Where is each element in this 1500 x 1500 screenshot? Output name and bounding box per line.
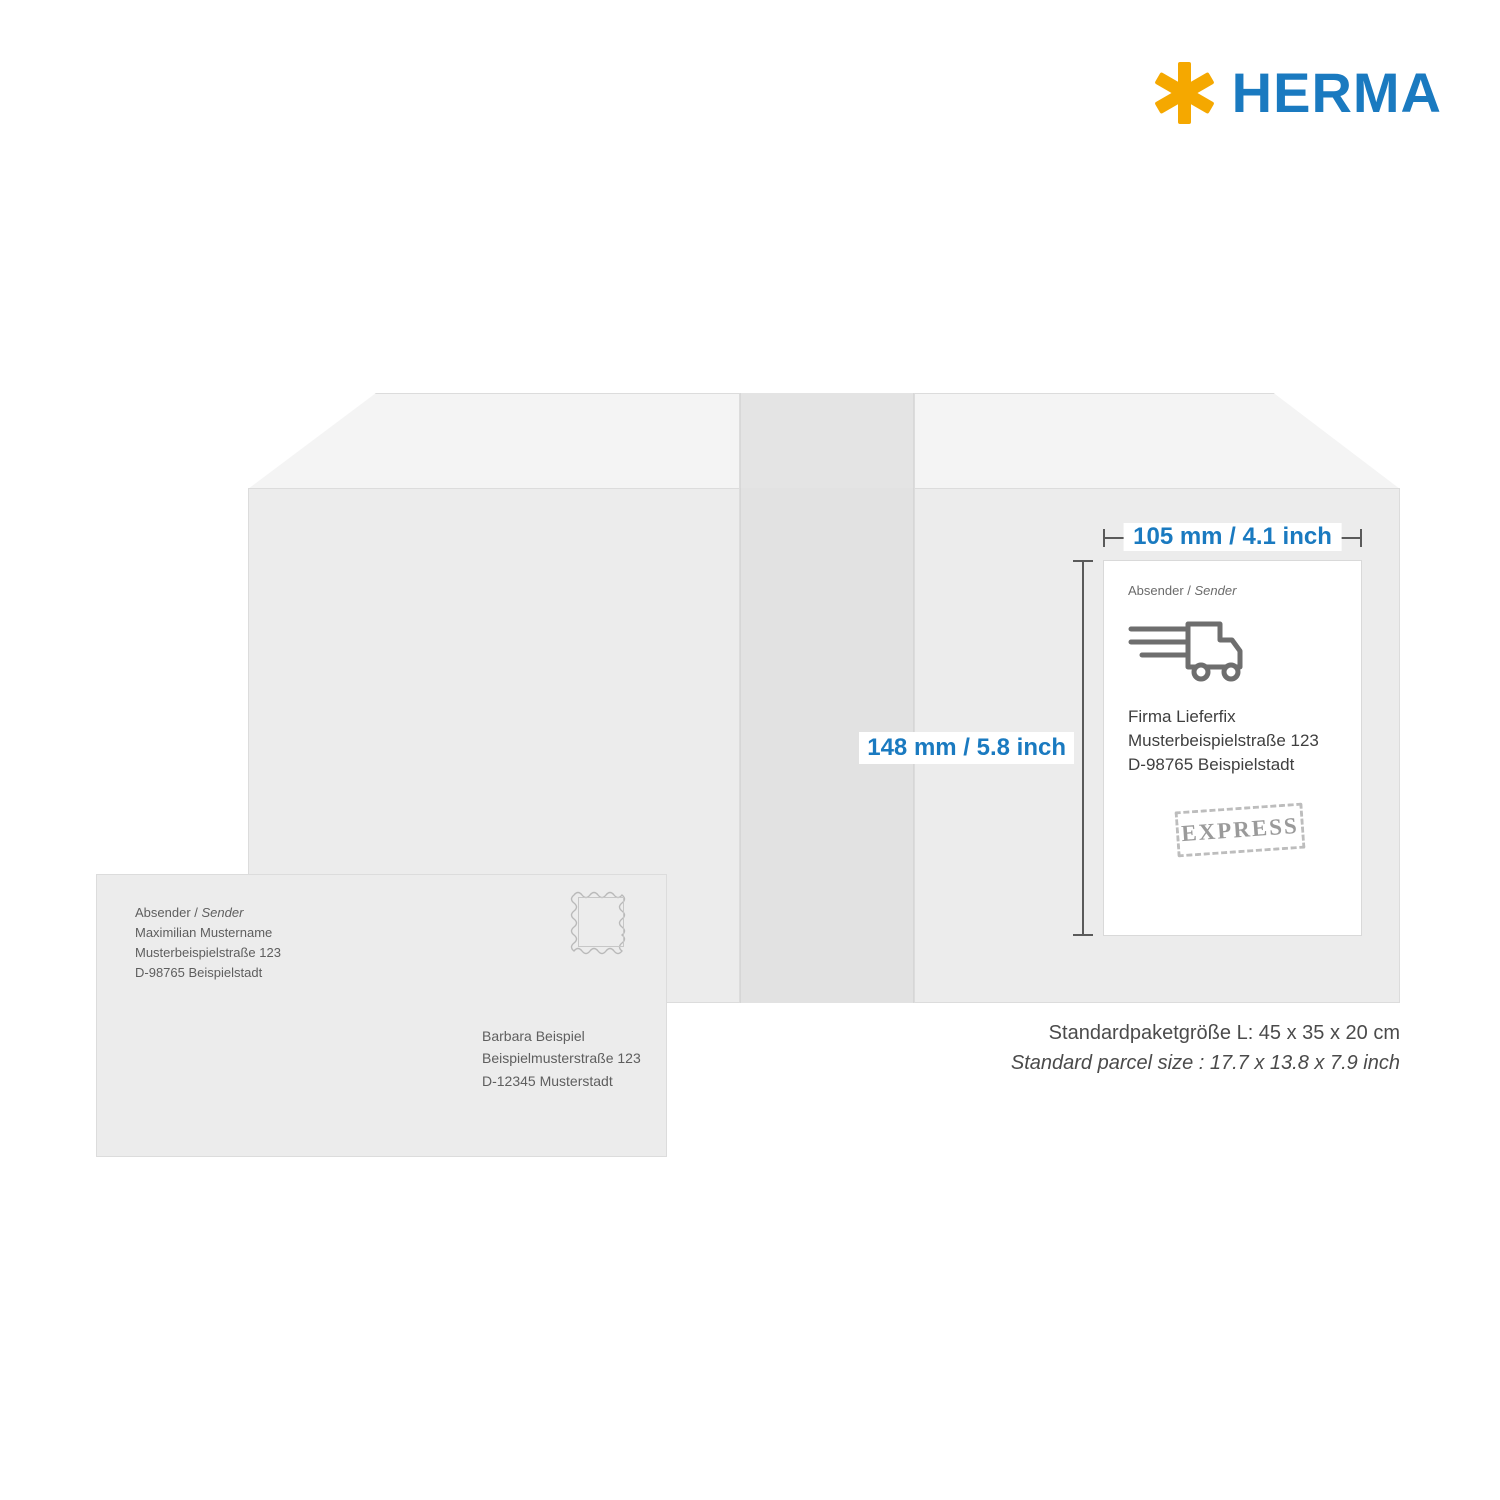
shipping-label-sender-en: Sender xyxy=(1194,583,1237,598)
label-width-text: 105 mm / 4.1 inch xyxy=(1123,523,1342,551)
parcel-size-en: Standard parcel size : 17.7 x 13.8 x 7.9 inch xyxy=(1010,1052,1400,1074)
dimension-cap-bottom xyxy=(1073,934,1093,936)
shipping-label xyxy=(1103,560,1362,936)
address-line: Firma Lieferfix xyxy=(1128,707,1236,726)
brand-wordmark: HERMA xyxy=(1231,61,1442,124)
dimension-cap-right xyxy=(1360,529,1362,547)
dimension-cap-left xyxy=(1103,529,1105,547)
parcel-size-caption xyxy=(1011,1018,1400,1078)
dimension-cap-top xyxy=(1073,560,1093,562)
delivery-truck-icon xyxy=(1128,620,1337,687)
envelope-sender-de: Absender / xyxy=(135,905,198,920)
postage-stamp-inner-frame xyxy=(578,897,624,947)
address-line: D-98765 Beispielstadt xyxy=(1128,755,1295,775)
parcel-lid-right xyxy=(914,393,1400,489)
recipient-address-line: Barbara Beispiel xyxy=(482,1028,585,1044)
asterisk-icon xyxy=(1154,62,1216,124)
shipping-label-sender-line xyxy=(1128,583,1337,598)
express-stamp-text: EXPRESS xyxy=(1180,813,1300,847)
herma-logo xyxy=(1154,62,1442,124)
sender-address-line: D-98765 Beispielstadt xyxy=(135,965,263,981)
envelope-sender-en: Sender xyxy=(201,905,244,920)
shipping-label-sender-de: Absender / xyxy=(1128,583,1191,598)
label-height-dimension xyxy=(867,560,1098,936)
recipient-address-line: Beispielmusterstraße 123 xyxy=(482,1050,641,1067)
label-width-dimension xyxy=(1103,505,1362,551)
dimension-line-vertical xyxy=(1082,560,1084,936)
parcel-lid-left xyxy=(248,393,740,489)
label-height-text: 148 mm / 5.8 inch xyxy=(859,732,1074,764)
envelope-sender-line xyxy=(135,903,281,923)
envelope-sender-block xyxy=(135,903,281,984)
sender-address-line: Musterbeispielstraße 123 xyxy=(135,945,281,961)
express-stamp-icon xyxy=(1175,803,1306,858)
shipping-label-address xyxy=(1128,705,1337,777)
envelope-illustration xyxy=(96,874,667,1157)
parcel-size-de: Standardpaketgröße L: 45 x 35 x 20 cm xyxy=(1048,1022,1400,1044)
recipient-address-line: D-12345 Musterstadt xyxy=(482,1072,613,1089)
postage-stamp-icon xyxy=(570,888,632,956)
address-line: Musterbeispielstraße 123 xyxy=(1128,731,1319,751)
sender-address-line: Maximilian Mustername xyxy=(135,925,273,941)
envelope-recipient-block xyxy=(482,1025,641,1092)
parcel-lid-tape xyxy=(740,393,914,489)
